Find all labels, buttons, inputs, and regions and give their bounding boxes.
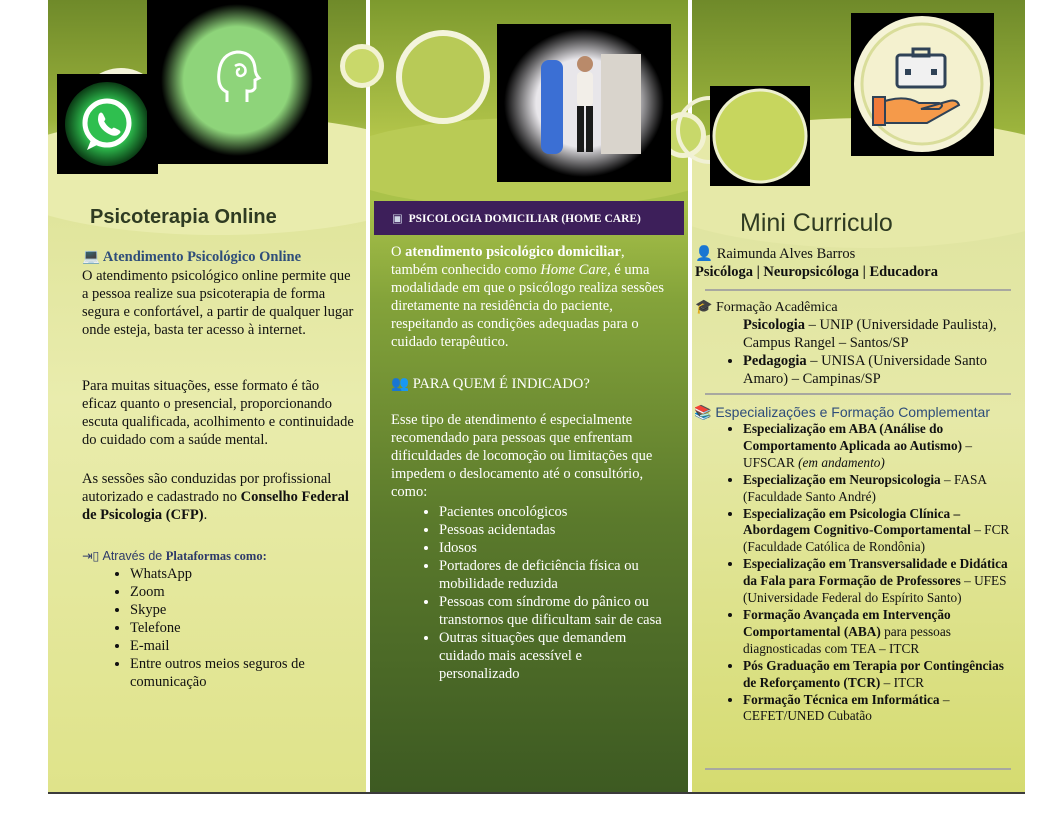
hand-briefcase-image: [851, 13, 994, 156]
esp-bold: Formação Técnica em Informática: [743, 691, 940, 707]
list-item: [743, 556, 1020, 607]
laptop-icon: 💻: [82, 249, 101, 265]
who-heading: [391, 375, 666, 393]
section-heading-online: [82, 248, 357, 266]
home-care-banner: [374, 201, 684, 235]
home-care-photo: [497, 24, 671, 182]
divider: [705, 393, 1011, 395]
formacao-list: [695, 316, 1015, 388]
list-item: [743, 472, 1020, 506]
decor-ring: [396, 30, 490, 124]
cfp-bold: Conselho Federal de Psicologia (CFP): [82, 489, 349, 523]
platforms-heading: [82, 547, 357, 565]
page-title-curriculo: Mini Curriculo: [740, 209, 893, 237]
formacao-bold: Psicologia: [743, 317, 806, 333]
divider: [705, 768, 1011, 770]
home-care-photo-icon: [497, 24, 671, 182]
paragraph-home-care-intro: [391, 243, 666, 351]
list-item: • WhatsApp: [130, 565, 362, 583]
formacao-heading: [695, 298, 1015, 317]
list-item: • Portadores de deficiência física ou mobilidade reduzida: [439, 557, 663, 593]
list-item: • Entre outros meios seguros de comunicação: [130, 655, 362, 691]
list-item: • Outras situações que demandem cuidado mais acessível e personalizado: [439, 629, 663, 683]
intro-pre: O: [391, 244, 406, 260]
esp-rest: – FASA (Faculdade Santo André): [743, 471, 987, 504]
formacao-rest: – UNISA (Universidade Santo Amaro) – Campinas/SP: [743, 353, 988, 387]
esp-list: [695, 421, 1020, 725]
esp-bold: Especialização em ABA (Análise do Comportamento Aplicada ao Autismo): [743, 421, 963, 453]
banner-text: [392, 209, 682, 228]
formacao-bold: Pedagogia: [743, 353, 807, 369]
platforms-list: [82, 565, 362, 691]
esp-italic: (em andamento): [798, 454, 885, 470]
list-item: • Skype: [130, 601, 362, 619]
formacao-heading-text: Formação Acadêmica: [715, 300, 838, 315]
intro-mid: , também conhecido como: [391, 244, 625, 278]
paragraph-who: Esse tipo de atendimento é especialmente recomendado para pessoas que enfrentam dificuldades de locomoção ou limitações que impedem o deslocamento até o consultório, como:: [391, 412, 653, 500]
decor-circle-image: [710, 86, 810, 186]
bottom-rule: [48, 792, 1025, 794]
list-item: [743, 506, 1020, 557]
intro-italic: Home Care: [540, 262, 608, 278]
esp-heading-text: Especializações e Formação Complementar: [715, 404, 991, 420]
esp-bold: Especialização em Neuropsicologia: [743, 471, 941, 487]
esp-bold: Especialização em Transversalidade e Didática da Fala para Formação de Professores: [743, 556, 1008, 589]
who-heading-text: PARA QUEM É INDICADO?: [412, 376, 590, 392]
list-item: [743, 692, 1020, 726]
graduation-cap-icon: 🎓: [695, 299, 713, 315]
platforms-bold: Plataformas como:: [165, 549, 267, 563]
list-item: [743, 421, 1020, 472]
esp-rest: – FCR (Faculdade Católica de Rondônia): [743, 522, 1010, 555]
whatsapp-icon: [57, 74, 158, 174]
hand-briefcase-icon: [851, 13, 994, 156]
esp-heading: [694, 403, 1019, 422]
esp-rest: – ITCR: [880, 674, 924, 690]
divider: [705, 289, 1011, 291]
list-item: • Zoom: [130, 583, 362, 601]
psychology-head-image: [147, 0, 328, 164]
list-item: [743, 658, 1020, 692]
list-item: [743, 316, 1015, 352]
cfp-period: .: [203, 507, 208, 523]
list-item: • E-mail: [130, 637, 362, 655]
list-item: • Idosos: [439, 539, 663, 557]
esp-rest: – CEFET/UNED Cubatão: [743, 691, 950, 724]
intro-bold: atendimento psicológico domiciliar: [405, 244, 621, 260]
esp-rest: para pessoas diagnosticadas com TEA – ITCR: [743, 623, 951, 656]
whatsapp-logo-image: [57, 74, 158, 174]
person-name-text: Raimunda Alves Barros: [716, 246, 856, 262]
list-item: • Pessoas com síndrome do pânico ou transtornos que dificultam sair de casa: [439, 593, 663, 629]
formacao-rest: – UNIP (Universidade Paulista), Campus Rangel – Santos/SP: [743, 317, 997, 351]
person-icon: 👤: [695, 246, 714, 262]
esp-rest: – UFSCAR: [743, 437, 973, 470]
list-item: • Pacientes oncológicos: [439, 503, 663, 521]
head-brain-icon: [147, 0, 328, 164]
esp-rest: – UFES (Universidade Federal do Espírito Santo): [743, 573, 1007, 606]
list-item: • Pessoas acidentadas: [439, 521, 663, 539]
circle-icon: [710, 86, 810, 186]
paragraph-cfp: [82, 470, 360, 524]
list-item: [743, 352, 1015, 388]
banner-label: PSICOLOGIA DOMICILIAR (HOME CARE): [408, 213, 641, 225]
section-heading-text: Atendimento Psicológico Online: [102, 249, 302, 265]
books-icon: 📚: [694, 405, 712, 421]
paragraph-online-intro: O atendimento psicológico online permite que a pessoa realize sua psicoterapia de forma segura e confortável, a partir de qualquer lugar onde esteja, basta ter acesso à internet.: [82, 268, 354, 338]
login-phone-icon: ⇥▯: [82, 548, 100, 563]
cfp-text: As sessões são conduzidas por profissional autorizado e cadastrado no: [82, 471, 332, 505]
list-item: [743, 607, 1020, 658]
esp-bold: Pós Graduação em Terapia por Contingências de Reforçamento (TCR): [743, 657, 1004, 690]
people-icon: 👥: [391, 376, 410, 392]
person-name: [695, 245, 1015, 263]
indicated-list: [391, 503, 663, 683]
intro-post: , é uma modalidade em que o psicólogo realiza sessões diretamente na residência do paciente, respeitando as condições adequadas para o cuidado terapêutico.: [391, 262, 665, 350]
paragraph-online-eficaz: Para muitas situações, esse formato é tão eficaz quanto o presencial, proporcionando escuta qualificada, acolhimento e continuidade do cuidado com a saúde mental.: [82, 378, 354, 448]
platforms-pre: Através de: [102, 549, 166, 563]
page-title-psicoterapia: Psicoterapia Online: [90, 206, 277, 228]
decor-ring: [340, 44, 384, 88]
image-icon: ▣: [392, 211, 403, 225]
person-roles: Psicóloga | Neuropsicóloga | Educadora: [695, 264, 938, 280]
list-item: • Telefone: [130, 619, 362, 637]
esp-bold: Formação Avançada em Intervenção Comportamental (ABA): [743, 606, 951, 639]
esp-bold: Especialização em Psicologia Clínica – Abordagem Cognitivo-Comportamental: [743, 505, 971, 538]
